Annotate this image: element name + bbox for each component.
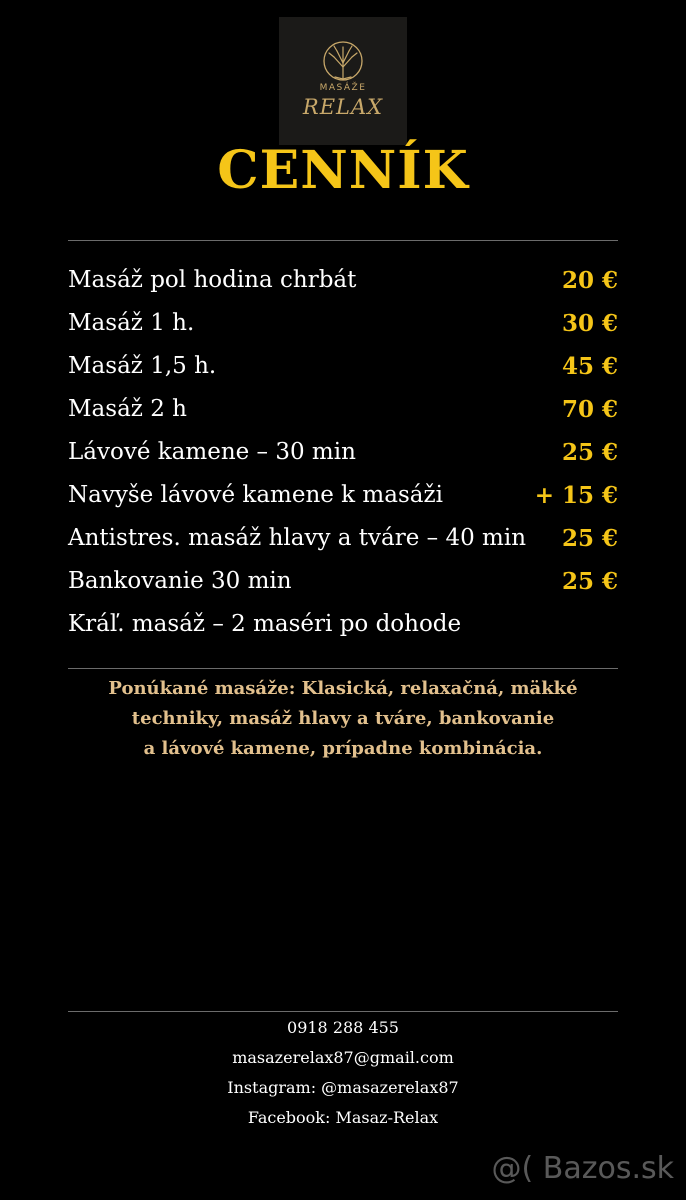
offer-line: Ponúkané masáže: Klasická, relaxačná, mäkké bbox=[108, 678, 578, 699]
item-price: 70 € bbox=[561, 396, 618, 423]
item-price: 25 € bbox=[561, 439, 618, 466]
list-item bbox=[68, 310, 618, 353]
list-item bbox=[68, 439, 618, 482]
list-item bbox=[68, 568, 618, 611]
phone-number: 0918 288 455 bbox=[287, 1018, 399, 1037]
middle-divider bbox=[68, 668, 618, 669]
item-name: Bankovanie 30 min bbox=[68, 568, 292, 594]
item-price: 25 € bbox=[561, 525, 618, 552]
price-list bbox=[68, 267, 618, 654]
item-name: Masáž pol hodina chrbát bbox=[68, 267, 357, 293]
list-item bbox=[68, 611, 618, 654]
logo-top-text: MASÁŽE bbox=[319, 83, 367, 93]
facebook-page: Facebook: Masaz-Relax bbox=[247, 1108, 439, 1127]
list-item bbox=[68, 267, 618, 310]
contact-info bbox=[0, 1017, 686, 1137]
item-name: Antistres. masáž hlavy a tváre – 40 min bbox=[68, 525, 527, 551]
item-price: 30 € bbox=[561, 310, 618, 337]
logo-bottom-text: RELAX bbox=[302, 95, 384, 119]
item-name: Masáž 1,5 h. bbox=[68, 353, 217, 379]
item-price: + 15 € bbox=[534, 482, 618, 509]
top-divider bbox=[68, 240, 618, 241]
tree-icon bbox=[279, 17, 407, 145]
item-name: Masáž 2 h bbox=[68, 396, 187, 422]
item-name: Navyše lávové kamene k masáži bbox=[68, 482, 443, 508]
item-name: Kráľ. masáž – 2 maséri po dohode bbox=[68, 611, 462, 637]
list-item bbox=[68, 525, 618, 568]
list-item bbox=[68, 353, 618, 396]
instagram-handle: Instagram: @masazerelax87 bbox=[227, 1078, 459, 1097]
list-item bbox=[68, 482, 618, 525]
watermark: @( Bazos.sk bbox=[491, 1151, 674, 1186]
offer-line: a lávové kamene, prípadne kombinácia. bbox=[143, 738, 543, 759]
item-price: 20 € bbox=[561, 267, 618, 294]
logo bbox=[279, 17, 407, 145]
item-price: 45 € bbox=[561, 353, 618, 380]
offer-line: techniky, masáž hlavy a tváre, bankovanie bbox=[131, 708, 555, 729]
page-title: CENNÍK bbox=[217, 140, 469, 201]
item-price: 25 € bbox=[561, 568, 618, 595]
bottom-divider bbox=[68, 1011, 618, 1012]
item-name: Masáž 1 h. bbox=[68, 310, 195, 336]
email-address: masazerelax87@gmail.com bbox=[232, 1048, 454, 1067]
offered-massages bbox=[68, 674, 618, 764]
item-name: Lávové kamene – 30 min bbox=[68, 439, 356, 465]
list-item bbox=[68, 396, 618, 439]
